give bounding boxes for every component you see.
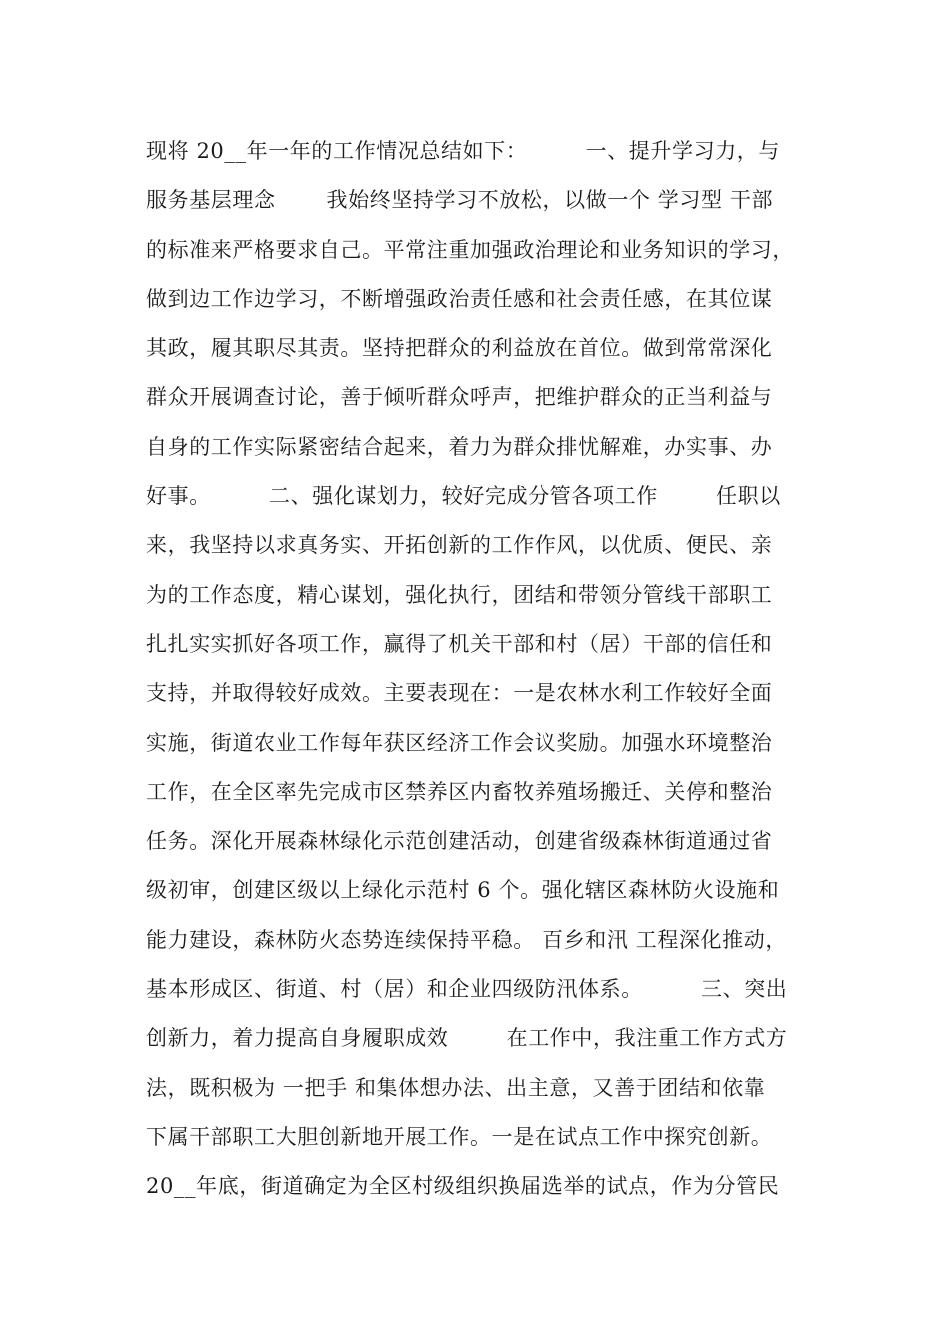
- body-line-13: 实施，街道农业工作每年获区经济工作会议奖励。加强水环境整治: [146, 730, 773, 755]
- body-line-1: 现将 20__年一年的工作情况总结如下： 一、提升学习力，与: [146, 139, 780, 163]
- body-line-18: 基本形成区、街道、村（居）和企业四级防汛体系。 三、突出: [146, 977, 788, 1002]
- body-line-6: 群众开展调查讨论，善于倾听群众呼声，把维护群众的正当利益与: [146, 385, 773, 410]
- body-line-20: 法，既积极为 一把手 和集体想办法、出主意，又善于团结和依靠: [146, 1075, 766, 1100]
- body-line-8: 好事。 二、强化谋划力，较好完成分管各项工作 任职以: [146, 484, 781, 509]
- body-line-19: 创新力，着力提高自身履职成效 在工作中，我注重工作方式方: [146, 1026, 788, 1051]
- body-line-2: 服务基层理念 我始终坚持学习不放松，以做一个 学习型 干部: [146, 188, 774, 213]
- body-line-3: 的标准来严格要求自己。平常注重加强政治理论和业务知识的学习，: [146, 237, 794, 262]
- body-line-14: 工作，在全区率先完成市区禁养区内畜牧养殖场搬迁、关停和整治: [146, 779, 773, 804]
- document-body: [146, 131, 836, 1216]
- body-line-16: 级初审，创建区级以上绿化示范村 6 个。强化辖区森林防火设施和: [146, 878, 780, 903]
- body-line-4: 做到边工作边学习，不断增强政治责任感和社会责任感，在其位谋: [146, 286, 773, 311]
- body-line-12: 支持，并取得较好成效。主要表现在：一是农林水利工作较好全面: [146, 681, 773, 706]
- body-line-7: 自身的工作实际紧密结合起来，着力为群众排忧解难，办实事、办: [146, 434, 773, 459]
- body-line-15: 任务。深化开展森林绿化示范创建活动，创建省级森林街道通过省: [146, 829, 773, 854]
- body-line-21: 下属干部职工大胆创新地开展工作。一是在试点工作中探究创新。: [146, 1124, 773, 1149]
- body-line-17: 能力建设，森林防火态势连续保持平稳。 百乡和汛 工程深化推动，: [146, 927, 787, 952]
- body-line-5: 其政，履其职尽其责。坚持把群众的利益放在首位。做到常常深化: [146, 336, 773, 361]
- body-line-10: 为的工作态度，精心谋划，强化执行，团结和带领分管线干部职工: [146, 582, 773, 607]
- body-line-9: 来，我坚持以求真务实、开拓创新的工作作风，以优质、便民、亲: [146, 533, 773, 558]
- body-line-22: 20__年底，街道确定为全区村级组织换届选举的试点，作为分管民: [146, 1174, 780, 1199]
- body-line-11: 扎扎实实抓好各项工作，赢得了机关干部和村（居）干部的信任和: [146, 631, 773, 656]
